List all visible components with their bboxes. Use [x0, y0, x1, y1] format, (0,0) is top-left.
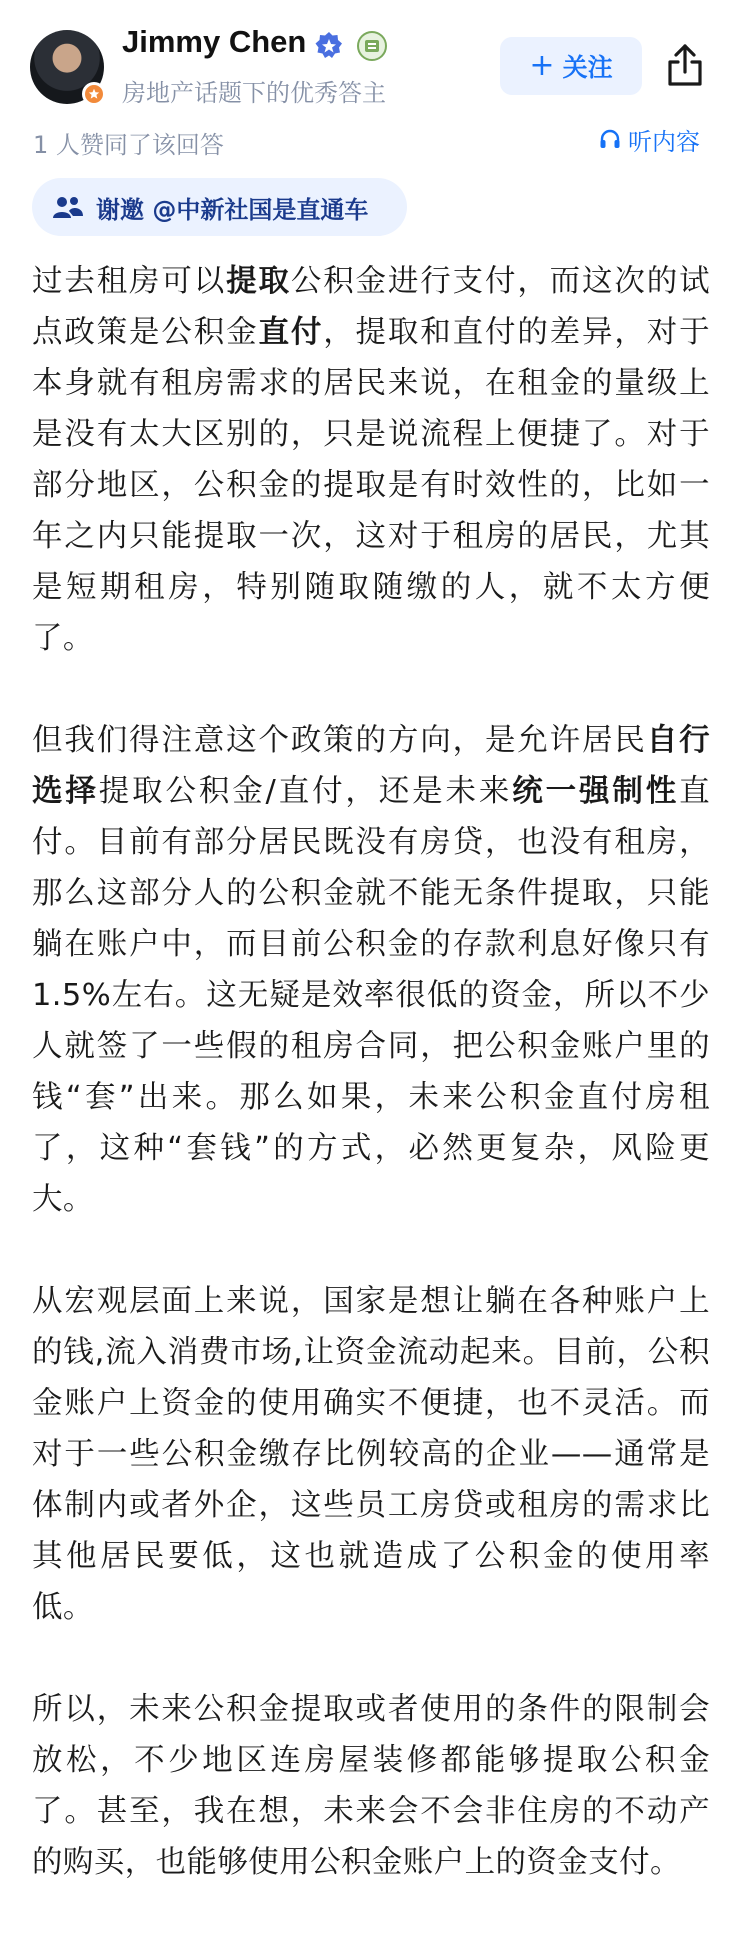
answer-paragraph	[32, 1684, 710, 1888]
level-badge-icon	[356, 30, 388, 62]
answer-paragraph	[32, 256, 710, 664]
bold-text: 统一强制性	[512, 774, 680, 809]
share-icon[interactable]	[664, 42, 706, 88]
people-icon	[52, 194, 84, 220]
paragraph-text: 直付。目前有部分居民既没有房贷，也没有租房，那么这部分人的公积金就不能无条件提取，只能躺在账户中，而目前公积金的存款利息好像只有1.5%左右。这无疑是效率很低的资金，所以不少人就签了一些假的租房合同，把公积金账户里的钱“套”出来。那么如果，未来公积金直付房租了，这种“套钱”的方式，必然更复杂，风险更大。	[32, 774, 710, 1217]
upvote-count: 1 人赞同了该回答	[33, 131, 224, 159]
author-name[interactable]: Jimmy Chen	[122, 24, 307, 59]
bold-text: 提取	[226, 264, 291, 299]
paragraph-text: 但我们得注意这个政策的方向，是允许居民	[32, 723, 647, 758]
answer-header	[0, 0, 738, 120]
author-description: 房地产话题下的优秀答主	[122, 79, 386, 107]
answer-content	[32, 256, 710, 1939]
bold-text: 直付	[258, 315, 324, 350]
invite-chip[interactable]	[32, 178, 407, 236]
invite-text: 谢邀 @中新社国是直通车	[96, 195, 369, 224]
answer-paragraph	[32, 715, 710, 1225]
headphones-icon	[598, 127, 622, 151]
answer-paragraph	[32, 1276, 710, 1633]
paragraph-text: 过去租房可以	[32, 264, 227, 299]
paragraph-text: 提取公积金/直付，还是未来	[98, 774, 513, 809]
paragraph-text: 公积金进行支付，而这次的试点政策是公积金	[32, 264, 710, 350]
listen-button[interactable]	[598, 122, 700, 156]
paragraph-text: 所以，未来公积金提取或者使用的条件的限制会放松，不少地区连房屋装修都能够提取公积金了。甚至，我在想，未来会不会非住房的不动产的购买，也能够使用公积金账户上的资金支付。	[32, 1692, 710, 1880]
follow-label: 关注	[562, 53, 613, 82]
plus-icon: +	[529, 48, 555, 83]
bold-text: 自行选择	[32, 723, 710, 809]
follow-button[interactable]	[500, 37, 642, 95]
paragraph-text: ，提取和直付的差异，对于本身就有租房需求的居民来说，在租金的量级上是没有太大区别的，只是说流程上便捷了。对于部分地区，公积金的提取是有时效性的，比如一年之内只能提取一次，这对于租房的居民，尤其是短期租房，特别随取随缴的人，就不太方便了。	[32, 315, 710, 656]
star-icon	[82, 82, 106, 106]
avatar[interactable]	[30, 30, 104, 104]
listen-label: 听内容	[628, 127, 700, 156]
answer-meta	[0, 118, 738, 166]
verified-badge-icon	[313, 30, 345, 62]
paragraph-text: 从宏观层面上来说，国家是想让躺在各种账户上的钱,流入消费市场,让资金流动起来。目前，公积金账户上资金的使用确实不便捷，也不灵活。而对于一些公积金缴存比例较高的企业——通常是体制内或者外企，这些员工房贷或租房的需求比其他居民要低，这也就造成了公积金的使用率低。	[32, 1284, 710, 1625]
